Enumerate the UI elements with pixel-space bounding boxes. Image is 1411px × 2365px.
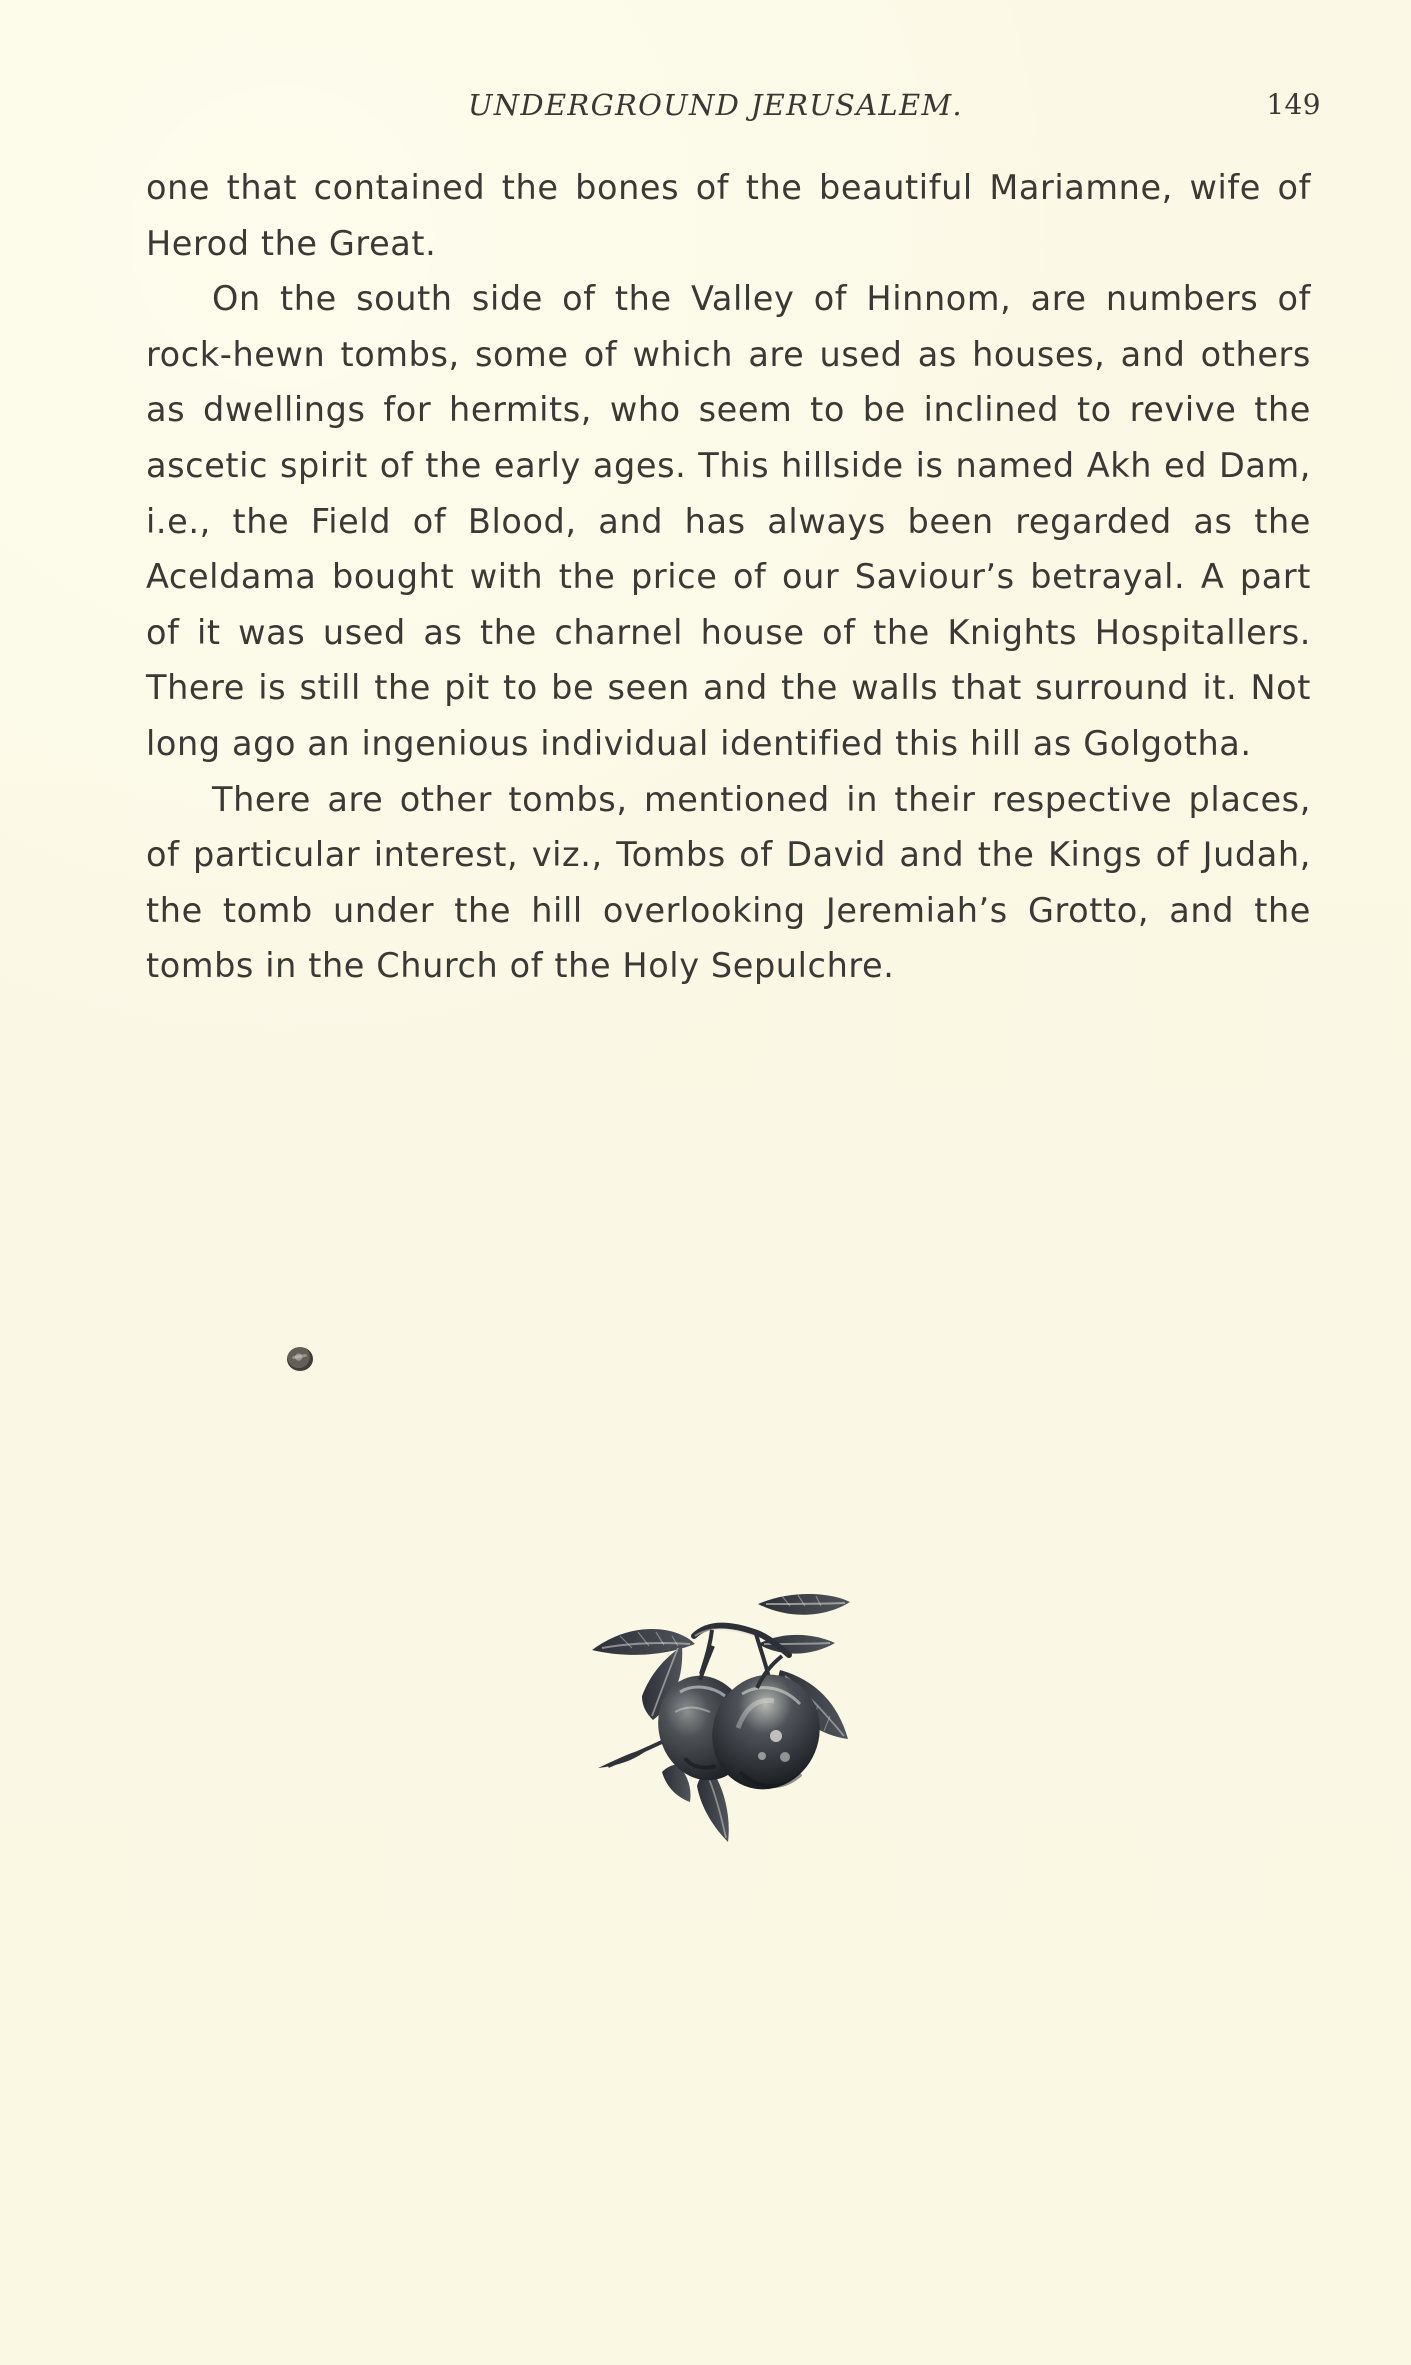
page-number: 149 <box>1266 88 1321 121</box>
paragraph-other-tombs: There are other tombs, mentioned in their respective places, of particular interest, viz., Tombs of David and the Kings of Judah, the tomb under the hill overlooking Jeremiah’s Grotto, and the tombs in the Church of the Holy Sepulchre. <box>146 779 1311 986</box>
paragraph-valley-of-hinnom: On the south side of the Valley of Hinnom, are numbers of rock-hewn tombs, some of which are used as houses, and others as dwellings for hermits, who seem to be inclined to revive the ascetic spirit of the early ages. This hillside is named Akh ed Dam, i.e., the Field of Blood, and has always been regarded as the Aceldama bought with the price of our Saviour’s betrayal. A part of it was used as the charnel house of the Knights Hospitallers. There is still the pit to be seen and the walls that surround it. Not long ago an ingenious individual identified this hill as Golgotha. <box>146 279 1311 763</box>
page-header <box>0 88 1411 128</box>
ink-speck-icon <box>287 1347 313 1371</box>
running-head: UNDERGROUND JERUSALEM. <box>468 88 963 122</box>
paragraph-continued: one that contained the bones of the beautiful Mariamne, wife of Herod the Great. <box>146 168 1311 263</box>
body-text <box>146 160 1311 994</box>
plums-ornament-icon <box>580 1588 870 1858</box>
